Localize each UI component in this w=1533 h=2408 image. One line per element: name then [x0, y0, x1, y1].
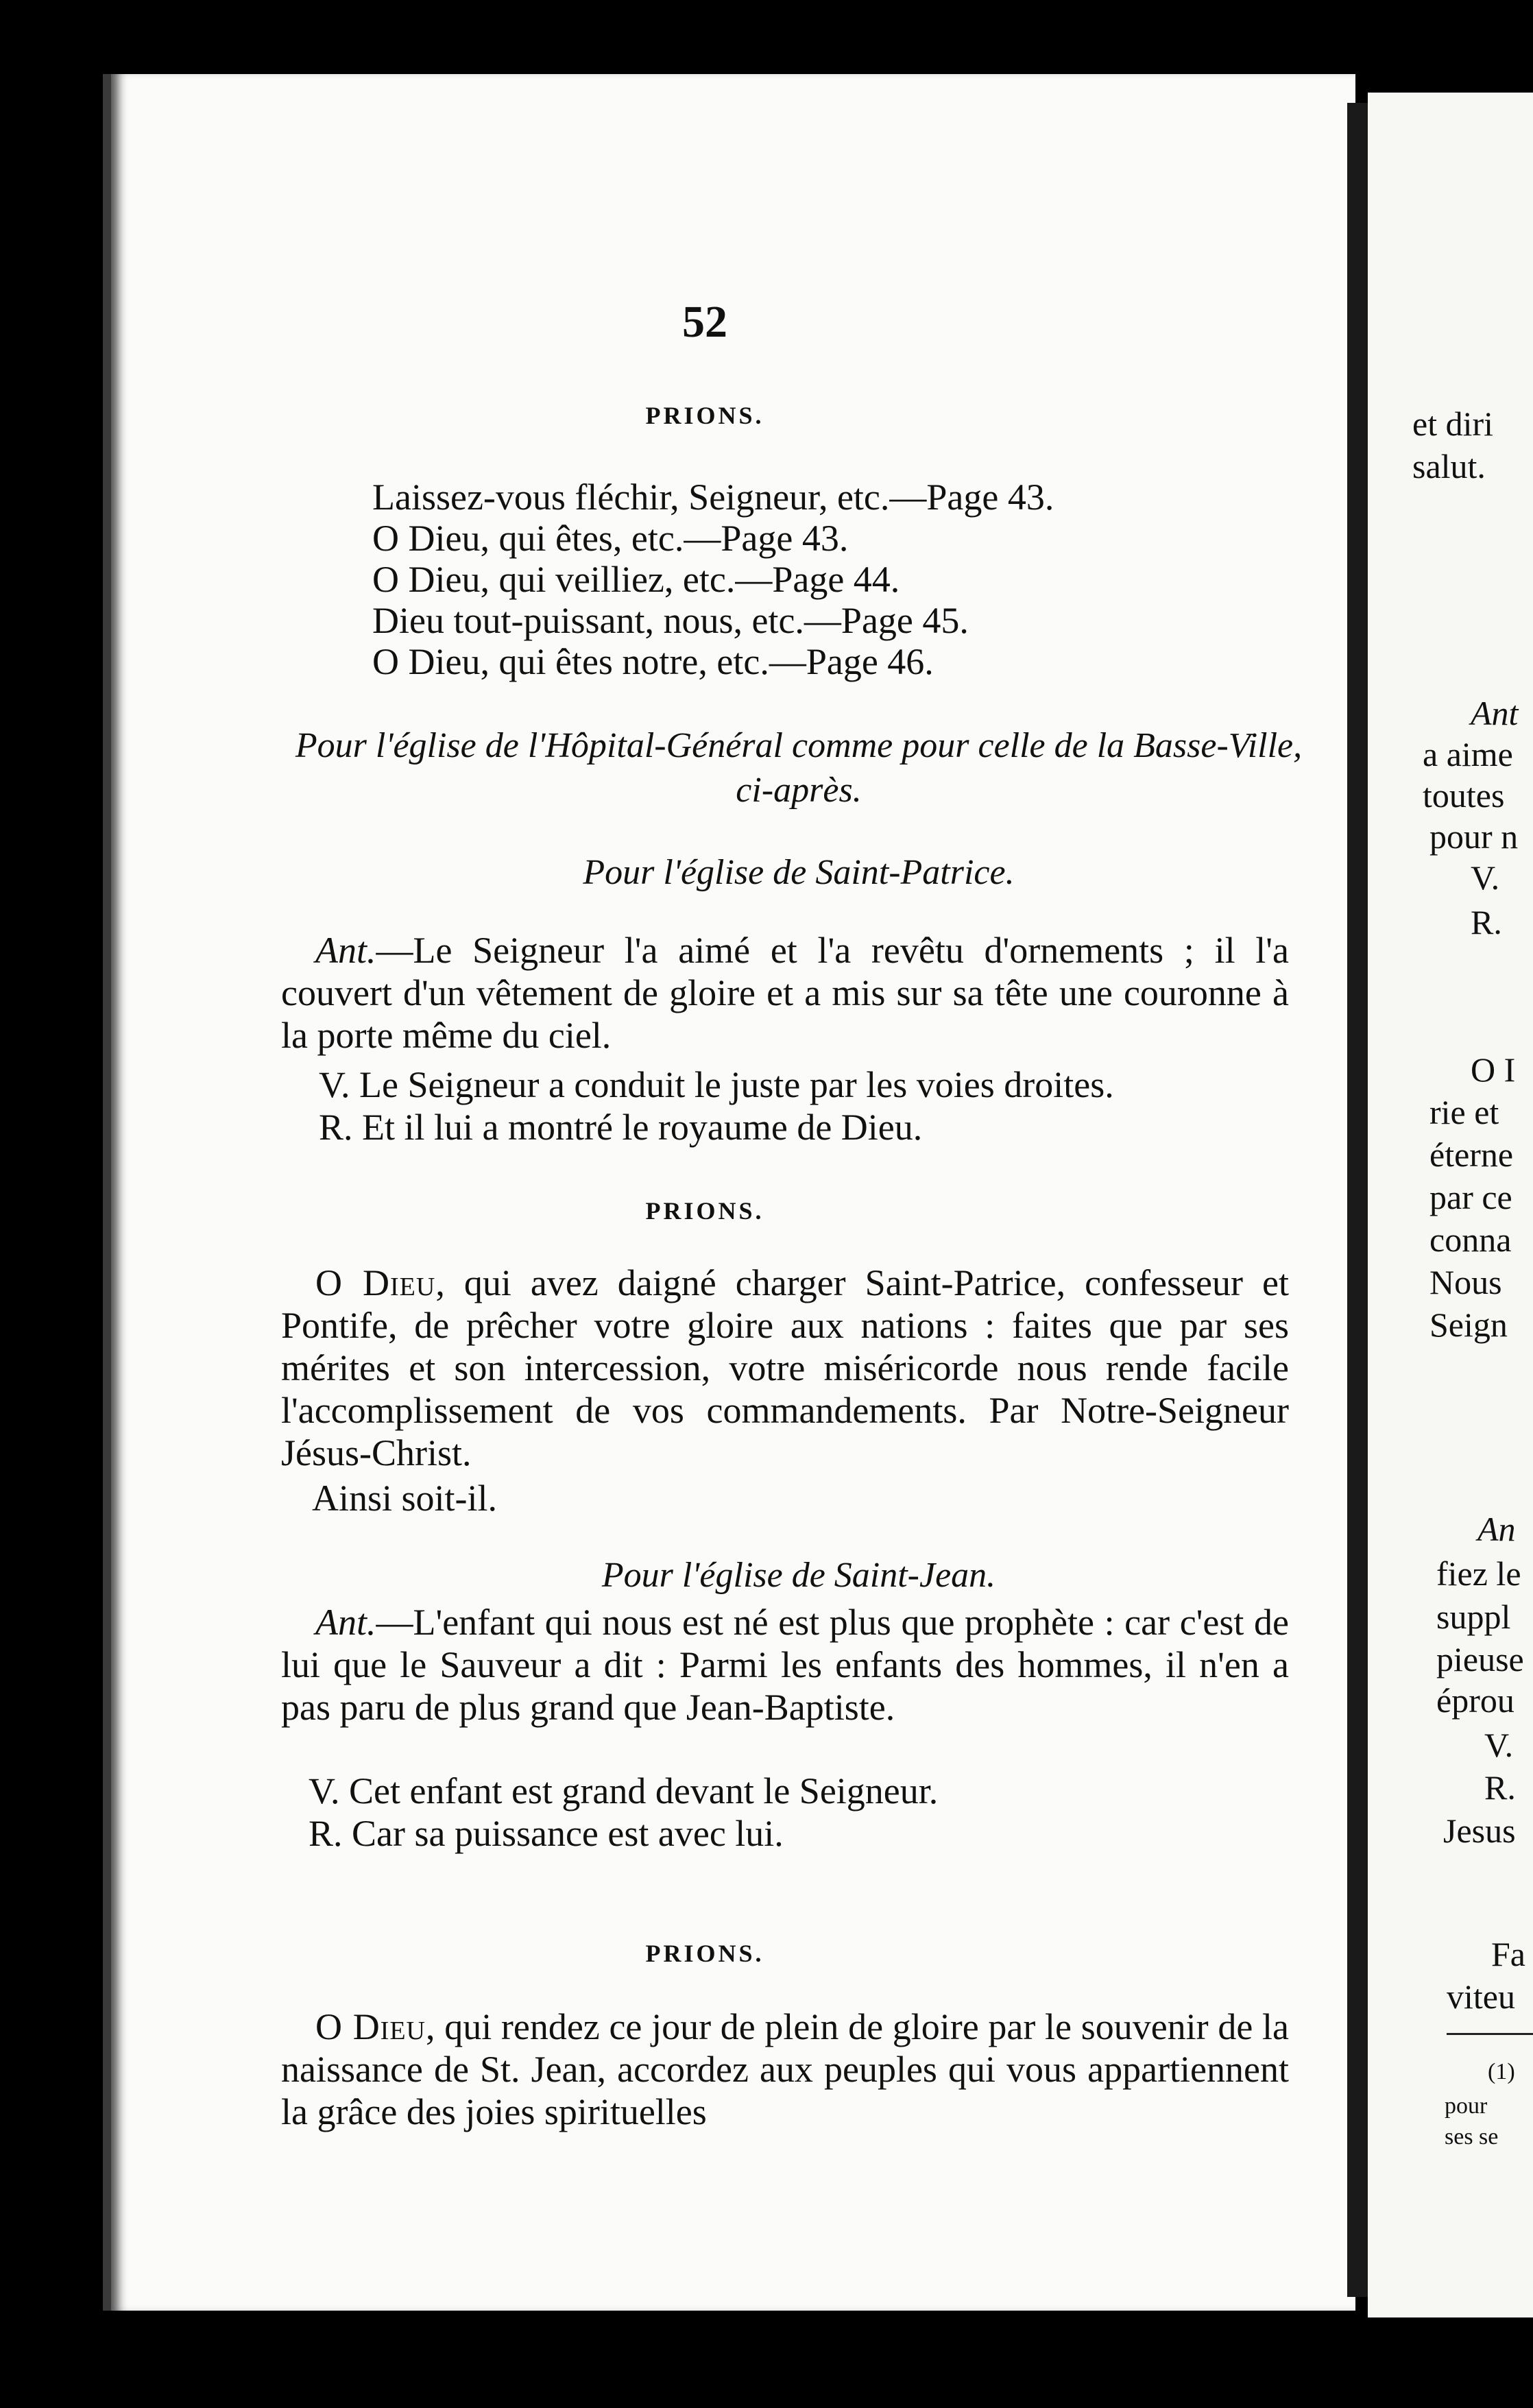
right-fragment: et diri: [1412, 405, 1494, 443]
amen-line: Ainsi soit-il.: [312, 1478, 498, 1519]
right-fragment: éterne: [1429, 1135, 1514, 1174]
right-fragment: a aime: [1423, 735, 1513, 773]
right-fragment: (1): [1488, 2059, 1515, 2084]
right-fragment: éprou: [1436, 1681, 1514, 1720]
right-fragment: V.: [1484, 1726, 1514, 1764]
oraison-jean: [281, 2006, 1289, 2133]
right-fragment: Fa: [1491, 1935, 1525, 1973]
right-fragment: pour: [1445, 2093, 1488, 2119]
section-heading: PRIONS.: [645, 1940, 764, 1967]
oraison-opening: O Dieu: [315, 2006, 426, 2047]
right-fragment: V.: [1471, 858, 1500, 897]
right-fragment: R.: [1471, 903, 1502, 941]
reference-line: O Dieu, qui êtes notre, etc.—Page 46.: [372, 641, 934, 682]
right-fragment: An: [1477, 1510, 1516, 1548]
footnote-rule: [1447, 2033, 1533, 2035]
versicle: V. Le Seigneur a conduit le juste par les voies droites.: [319, 1064, 1114, 1105]
right-fragment: O I: [1471, 1050, 1516, 1089]
antiphon-label: Ant.: [315, 930, 376, 971]
right-fragment: rie et: [1429, 1093, 1499, 1131]
right-fragment: pour n: [1429, 817, 1519, 856]
antiphon-label: Ant.: [315, 1602, 376, 1643]
rubric-jean: Pour l'église de Saint-Jean.: [601, 1556, 996, 1595]
right-fragment: pieuse: [1436, 1640, 1524, 1678]
right-fragment: suppl: [1436, 1598, 1511, 1636]
right-fragment: viteu: [1447, 1977, 1515, 2016]
reference-line: Laissez-vous fléchir, Seigneur, etc.—Page 43.: [372, 477, 1054, 518]
reference-line: Dieu tout-puissant, nous, etc.—Page 45.: [372, 600, 969, 641]
reference-line: O Dieu, qui êtes, etc.—Page 43.: [372, 518, 849, 559]
reference-line: O Dieu, qui veilliez, etc.—Page 44.: [372, 559, 900, 600]
oraison-patrice: [281, 1262, 1289, 1474]
right-fragment: salut.: [1412, 447, 1486, 485]
antiphon-patrice: [281, 929, 1289, 1057]
right-fragment: Seign: [1429, 1305, 1508, 1344]
antiphon-text: —L'enfant qui nous est né est plus que prophète : car c'est de lui que le Sauveur a dit : Parmi les enfants des hommes, il n'en a pas paru de plus grand que Jean-Baptiste.: [281, 1602, 1289, 1728]
right-fragment: Jesus: [1443, 1811, 1516, 1850]
right-fragment: ses se: [1445, 2124, 1499, 2150]
rubric-hopital: Pour l'église de l'Hôpital-Général comme pour celle de la Basse-Ville, ci-après.: [295, 726, 1303, 810]
antiphon-jean: [281, 1601, 1289, 1729]
antiphon-text: —Le Seigneur l'a aimé et l'a revêtu d'ornements ; il l'a couvert d'un vêtement de gloire et a mis sur sa tête une couronne à la porte même du ciel.: [281, 930, 1289, 1056]
right-fragment: par ce: [1429, 1178, 1512, 1216]
oraison-text: , qui avez daigné charger Saint-Patrice, confesseur et Pontife, de prêcher votre gloire aux nations : faites que par ses mérites et son intercession, votre miséricorde nous rende facile l'accomplissement de vos commandements. Par Notre-Seigneur Jésus-Christ.: [281, 1262, 1289, 1473]
right-fragment: conna: [1429, 1220, 1512, 1259]
right-fragment: R.: [1484, 1768, 1516, 1807]
oraison-text: , qui rendez ce jour de plein de gloire par le souvenir de la naissance de St. Jean, accordez aux peuples qui vous appartiennent la grâce des joies spirituelles: [281, 2006, 1289, 2132]
response: R. Car sa puissance est avec lui.: [309, 1813, 784, 1854]
page-number: 52: [682, 297, 727, 347]
right-fragment: fiez le: [1436, 1554, 1521, 1593]
rubric-patrice: Pour l'église de Saint-Patrice.: [583, 853, 1015, 892]
versicle: V. Cet enfant est grand devant le Seigneur.: [309, 1770, 939, 1811]
section-heading: PRIONS.: [645, 402, 764, 429]
right-fragment: Ant: [1471, 694, 1519, 732]
oraison-opening: O Dieu: [315, 1262, 436, 1303]
response: R. Et il lui a montré le royaume de Dieu.: [319, 1107, 923, 1148]
section-heading: PRIONS.: [645, 1197, 764, 1225]
right-fragment: Nous: [1429, 1263, 1502, 1301]
right-fragment: toutes: [1423, 776, 1505, 815]
